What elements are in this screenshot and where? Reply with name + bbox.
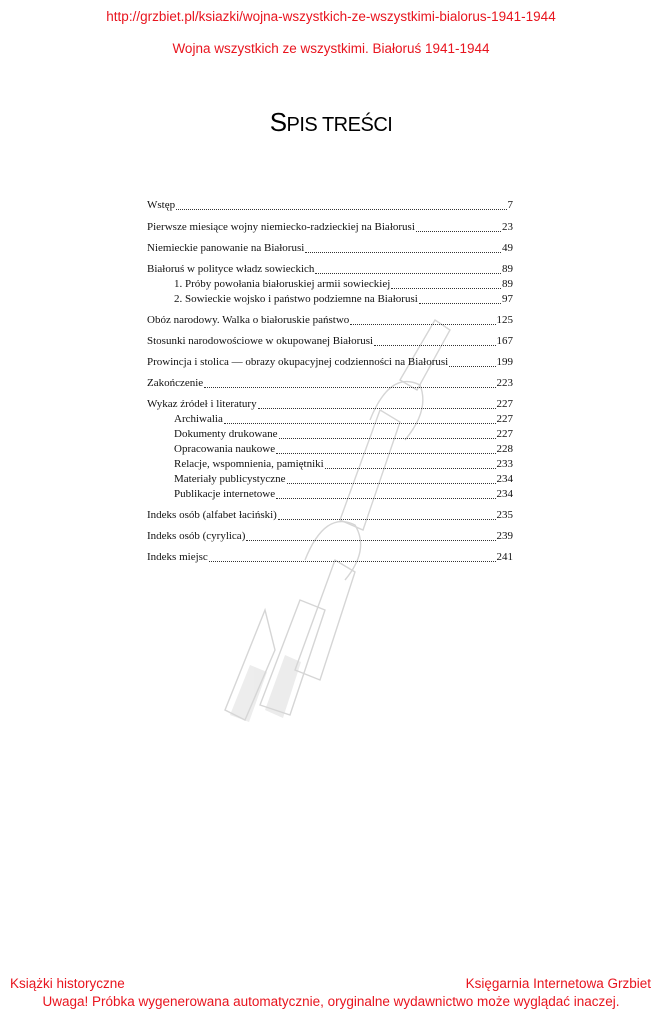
toc-entry-title: Niemieckie panowanie na Białorusi <box>147 242 305 254</box>
toc-entry[interactable] <box>147 355 513 370</box>
toc-page-number: 233 <box>496 458 513 470</box>
toc-page-number: 234 <box>496 488 513 500</box>
toc-page-number: 241 <box>496 551 513 563</box>
toc-page-number: 235 <box>496 509 513 521</box>
toc-entry-title: Archiwalia <box>174 413 223 425</box>
toc-leader-dots <box>224 408 496 424</box>
toc-entry[interactable] <box>147 241 513 256</box>
toc-entry[interactable] <box>147 376 513 391</box>
footer-bookstore-label[interactable]: Księgarnia Internetowa Grzbiet <box>465 976 651 991</box>
toc-leader-dots <box>278 504 496 520</box>
toc-entry-title: Obóz narodowy. Walka o białoruskie państwo <box>147 314 350 326</box>
toc-entry-title: Relacje, wspomnienia, pamiętniki <box>174 458 324 470</box>
toc-entry-title: Prowincja i stolica — obrazy okupacyjnej codzienności na Białorusi <box>147 356 449 368</box>
toc-leader-dots <box>449 351 495 367</box>
toc-entry[interactable] <box>147 292 513 307</box>
toc-entry-title: Indeks miejsc <box>147 551 208 563</box>
toc-leader-dots <box>305 237 501 253</box>
toc-entry-title: Dokumenty drukowane <box>174 428 278 440</box>
toc-leader-dots <box>374 330 495 346</box>
toc-leader-dots <box>276 483 495 499</box>
toc-entry-title: Pierwsze miesiące wojny niemiecko-radzieckiej na Białorusi <box>147 221 415 233</box>
source-url-link[interactable]: http://grzbiet.pl/ksiazki/wojna-wszystkich-ze-wszystkimi-bialorus-1941-1944 <box>106 9 556 24</box>
toc-leader-dots <box>258 393 496 409</box>
toc-entry-title: Stosunki narodowościowe w okupowanej Białorusi <box>147 335 374 347</box>
toc-entry[interactable] <box>147 487 513 502</box>
toc-entry-title: Opracowania naukowe <box>174 443 276 455</box>
toc-leader-dots <box>279 423 496 439</box>
toc-leader-dots <box>287 468 496 484</box>
toc-leader-dots <box>350 309 495 325</box>
toc-entry-title: Indeks osób (alfabet łaciński) <box>147 509 277 521</box>
sample-disclaimer: Uwaga! Próbka wygenerowana automatycznie, oryginalne wydawnictwo może wyglądać inaczej. <box>42 994 620 1009</box>
toc-leader-dots <box>419 288 501 304</box>
toc-page-number: 89 <box>502 278 513 290</box>
toc-entry[interactable] <box>147 529 513 544</box>
toc-leader-dots <box>204 372 495 388</box>
toc-page-number: 227 <box>496 428 513 440</box>
toc-entry-title: Wstęp <box>147 199 176 211</box>
toc-page-number: 199 <box>496 356 513 368</box>
toc-page-number: 227 <box>496 398 513 410</box>
toc-leader-dots <box>246 525 495 541</box>
toc-page-number: 125 <box>496 314 513 326</box>
toc-page-number: 89 <box>502 263 513 275</box>
toc-entry-title: Białoruś w polityce władz sowieckich <box>147 263 315 275</box>
toc-page-number: 49 <box>502 242 513 254</box>
toc-leader-dots <box>209 546 496 562</box>
footer-category-label[interactable]: Książki historyczne <box>10 976 125 991</box>
toc-entry[interactable] <box>147 313 513 328</box>
toc-leader-dots <box>391 273 501 289</box>
toc-leader-dots <box>416 216 501 232</box>
toc-page-number: 228 <box>496 443 513 455</box>
toc-entry-title: 2. Sowieckie wojsko i państwo podziemne na Białorusi <box>174 293 418 305</box>
book-title-banner: Wojna wszystkich ze wszystkimi. Białoruś 1941-1944 <box>172 41 490 56</box>
toc-page-number: 227 <box>496 413 513 425</box>
toc-page-number: 223 <box>496 377 513 389</box>
toc-entry[interactable] <box>147 550 513 565</box>
toc-entry-title: 1. Próby powołania białoruskiej armii sowieckiej <box>174 278 391 290</box>
toc-page-number: 167 <box>496 335 513 347</box>
toc-entry-title: Wykaz źródeł i literatury <box>147 398 257 410</box>
toc-leader-dots <box>176 194 506 210</box>
title-rest: PIS TREŚCI <box>286 114 393 137</box>
toc-leader-dots <box>276 438 495 454</box>
title-initial: S <box>269 107 287 138</box>
toc-page-number: 23 <box>502 221 513 233</box>
toc-entry[interactable] <box>147 220 513 235</box>
table-of-contents <box>147 198 513 565</box>
toc-entry-title: Zakończenie <box>147 377 204 389</box>
toc-entry-title: Materiały publicystyczne <box>174 473 286 485</box>
toc-entry[interactable] <box>147 198 513 213</box>
toc-entry-title: Publikacje internetowe <box>174 488 276 500</box>
toc-leader-dots <box>325 453 496 469</box>
toc-page-number: 239 <box>496 530 513 542</box>
toc-page-number: 97 <box>502 293 513 305</box>
toc-leader-dots <box>315 258 501 274</box>
toc-page-number: 7 <box>507 199 513 211</box>
page-title <box>0 107 662 138</box>
toc-entry[interactable] <box>147 334 513 349</box>
toc-entry-title: Indeks osób (cyrylica) <box>147 530 246 542</box>
toc-page-number: 234 <box>496 473 513 485</box>
toc-entry[interactable] <box>147 508 513 523</box>
